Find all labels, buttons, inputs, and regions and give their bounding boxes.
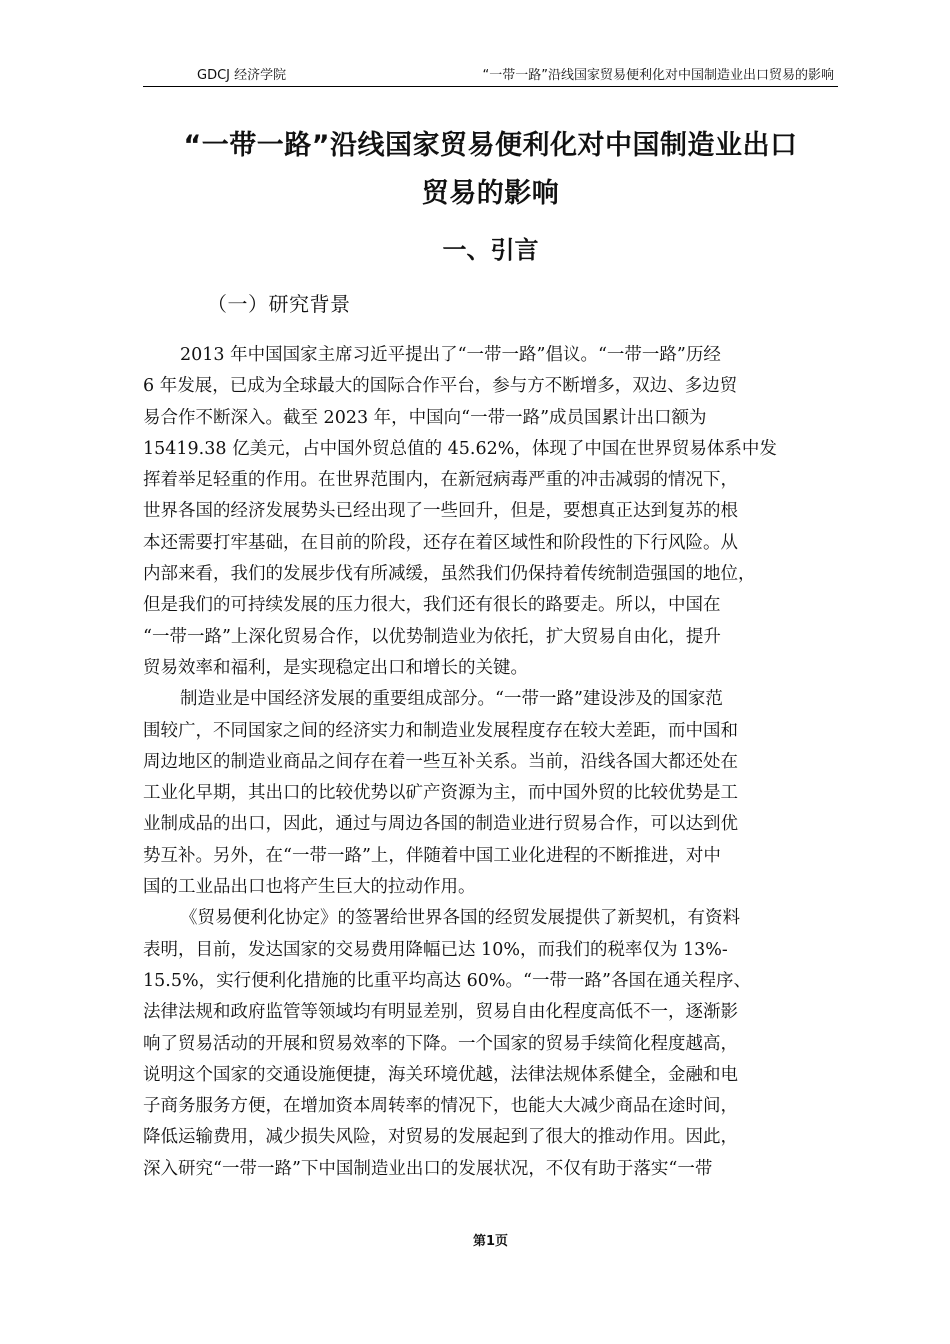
text-line: 国的工业品出口也将产生巨大的拉动作用。 xyxy=(143,877,476,898)
paragraph-1 xyxy=(143,340,838,684)
text-line: 《贸易便利化协定》的签署给世界各国的经贸发展提供了新契机，有资料 xyxy=(180,908,740,929)
header-paper-title: “一带一路”沿线国家贸易便利化对中国制造业出口贸易的影响 xyxy=(482,68,834,83)
text-line: 势互补。另外，在“一带一路”上，伴随着中国工业化进程的不断推进，对中 xyxy=(143,845,721,866)
text-line: 法律法规和政府监管等领域均有明显差别，贸易自由化程度高低不一，逐渐影 xyxy=(143,1002,738,1023)
text-line: 挥着举足轻重的作用。在世界范围内，在新冠病毒严重的冲击减弱的情况下， xyxy=(143,470,738,491)
text-line: 降低运输费用，减少损失风险，对贸易的发展起到了很大的推动作用。因此， xyxy=(143,1127,738,1148)
paper-title-line-1: “一带一路”沿线国家贸易便利化对中国制造业出口 xyxy=(183,130,798,161)
text-line: 15419.38 亿美元，占中国外贸总值的 45.62%，体现了中国在世界贸易体系中发 xyxy=(143,438,777,459)
body-text xyxy=(143,340,838,1185)
text-line: 工业化早期，其出口的比较优势以矿产资源为主，而中国外贸的比较优势是工 xyxy=(143,783,738,804)
paragraph-3 xyxy=(143,903,838,1185)
paper-title xyxy=(143,122,838,218)
text-line: 响了贸易活动的开展和贸易效率的下降。一个国家的贸易手续简化程度越高， xyxy=(143,1033,738,1054)
text-line: 周边地区的制造业商品之间存在着一些互补关系。当前，沿线各国大都还处在 xyxy=(143,751,738,772)
paper-title-line-2: 贸易的影响 xyxy=(421,178,560,209)
text-line: 业制成品的出口，因此，通过与周边各国的制造业进行贸易合作，可以达到优 xyxy=(143,814,738,835)
text-line: 围较广，不同国家之间的经济实力和制造业发展程度存在较大差距，而中国和 xyxy=(143,720,738,741)
text-line: 表明，目前，发达国家的交易费用降幅已达 10%，而我们的税率仅为 13%- xyxy=(143,939,728,960)
text-line: 易合作不断深入。截至 2023 年，中国向“一带一路”成员国累计出口额为 xyxy=(143,407,707,428)
text-line: 世界各国的经济发展势头已经出现了一些回升，但是，要想真正达到复苏的根 xyxy=(143,501,738,522)
header-institution: GDCJ 经济学院 xyxy=(197,68,287,83)
text-line: 2013 年中国国家主席习近平提出了“一带一路”倡议。“一带一路”历经 xyxy=(180,345,721,365)
subsection-heading: （一）研究背景 xyxy=(207,292,351,316)
text-line: 子商务服务方便，在增加资本周转率的情况下，也能大大减少商品在途时间， xyxy=(143,1096,738,1117)
running-header xyxy=(143,66,838,87)
text-line: 贸易效率和福利，是实现稳定出口和增长的关键。 xyxy=(143,657,528,678)
text-line: 制造业是中国经济发展的重要组成部分。“一带一路”建设涉及的国家范 xyxy=(180,689,723,710)
text-line: 但是我们的可持续发展的压力很大，我们还有很长的路要走。所以，中国在 xyxy=(143,595,721,616)
text-line: 6 年发展，已成为全球最大的国际合作平台，参与方不断增多，双边、多边贸 xyxy=(143,376,738,397)
text-line: 深入研究“一带一路”下中国制造业出口的发展状况，不仅有助于落实“一带 xyxy=(143,1158,713,1179)
text-line: 15.5%，实行便利化措施的比重平均高达 60%。“一带一路”各国在通关程序、 xyxy=(143,970,751,991)
paragraph-2 xyxy=(143,684,838,903)
text-line: 内部来看，我们的发展步伐有所减缓，虽然我们仍保持着传统制造强国的地位， xyxy=(143,564,756,585)
page-number: 第1页 xyxy=(472,1234,509,1249)
text-line: 本还需要打牢基础，在目前的阶段，还存在着区域性和阶段性的下行风险。从 xyxy=(143,532,738,553)
text-line: 说明这个国家的交通设施便捷，海关环境优越，法律法规体系健全，金融和电 xyxy=(143,1064,738,1085)
text-line: “一带一路”上深化贸易合作，以优势制造业为依托，扩大贸易自由化，提升 xyxy=(143,626,721,647)
section-heading: 一、引言 xyxy=(442,236,539,264)
